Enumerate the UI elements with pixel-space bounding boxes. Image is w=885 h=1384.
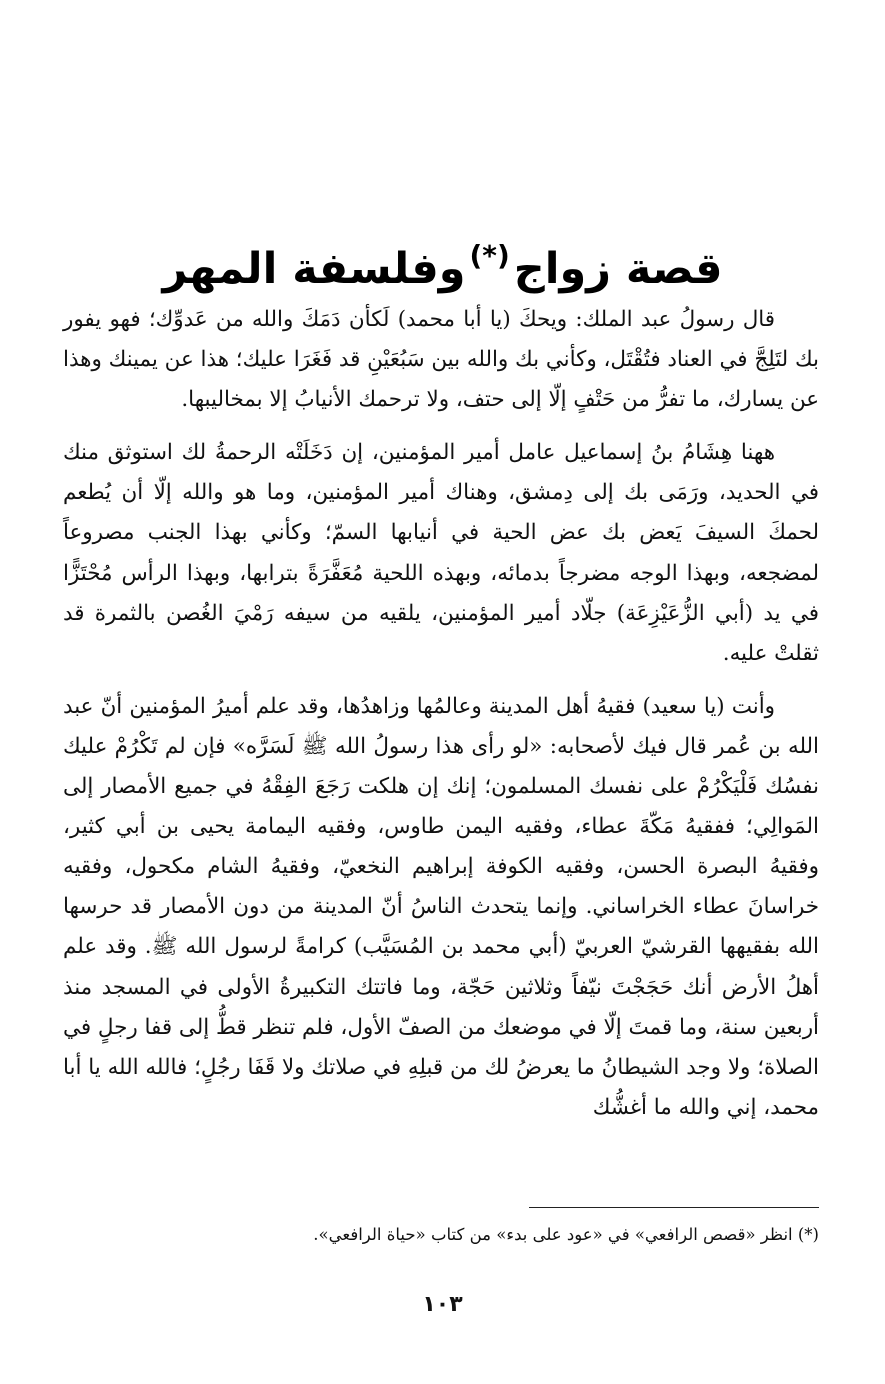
title-part-1: قصة زواج [513,243,723,294]
paragraph: ههنا هِشَامُ بنُ إسماعيل عامل أمير المؤمنين، إن دَخَلَتْه الرحمةُ لك استوثق منك في الحديد، ورَمَى بك إلى دِمشق، وهناك أمير المؤمنين، وما هو والله إلّا أن يُطعم لحمكَ السيفَ يَعض بك عض الحية في أنيابها السمّ؛ وكأني بهذا الجنب مصروعاً لمضجعه، وبهذا الوجه مضرجاً بدمائه، وبهذه اللحية مُعَفَّرَةً بترابها، وبهذا الرأس مُحْتَزًّا في يد (أبي الزُّعَيْزِعَة) جلّاد أمير المؤمنين، يلقيه من سيفه رَمْيَ الغُصن بالثمرة قد ثقلتْ عليه. [63,440,819,666]
page-number: ١٠٣ [422,1292,463,1317]
paragraph: قال رسولُ عبد الملك: ويحكَ (يا أبا محمد) لَكأن دَمَكَ والله من عَدوِّك؛ فهو يفور بك لتَلِجَّ في العناد فتُقْتَل، وكأني بك والله بين سَبُعَيْنِ قد فَغَرَا عليك؛ هذا عن يمينك وهذا عن يسارك، ما تفرُّ من حَتْفٍ إلّا إلى حتف، ولا ترحمك الأنيابُ إلا بمخاليبها. [63,307,819,413]
title-part-2: وفلسفة المهر [162,243,466,294]
footnote: (*) انظر «قصص الرافعي» في «عود على بدء» من كتاب «حياة الرافعي». [313,1225,819,1244]
page-title [0,221,885,304]
paragraph: وأنت (يا سعيد) فقيهُ أهل المدينة وعالمُها وزاهدُها، وقد علم أميرُ المؤمنين أنّ عبد الله بن عُمر قال فيك لأصحابه: «لو رأى هذا رسولُ الله ﷺ لَسَرَّه» فإن لم تَكْرُمْ عليك نفسُك فَلْيَكْرُمْ على نفسك المسلمون؛ إنك إن هلكت رَجَعَ الفِقْهُ في جميع الأمصار إلى المَوالِي؛ ففقيهُ مَكّةَ عطاء، وفقيه اليمن طاوس، وفقيه اليمامة يحيى بن أبي كثير، وفقيهُ البصرة الحسن، وفقيه الكوفة إبراهيم النخعيّ، وفقيهُ الشام مكحول، وفقيه خراسانَ عطاء الخراساني. وإنما يتحدث الناسُ أنّ المدينة من دون الأمصار قد حرسها الله بفقيهها القرشيّ العربيّ (أبي محمد بن المُسَيَّب) كرامةً لرسول الله ﷺ. وقد علم أهلُ الأرض أنك حَجَجْتَ نيّفاً وثلاثين حَجّة، وما فاتتك التكبيرةُ الأولى في المسجد منذ أربعين سنة، وما قمتَ إلّا في موضعك من الصفّ الأول، فلم تنظر قطُّ إلى قفا رجلٍ في الصلاة؛ ولا وجد الشيطانُ ما يعرضُ لك من قبلِهِ في صلاتك ولا قَفَا رجُلٍ؛ فالله الله يا أبا محمد، إني والله ما أغشُّك [63,693,819,1120]
footnote-marker: (*) [469,238,510,272]
body-text [63,300,819,1141]
footnote-divider [529,1207,819,1208]
